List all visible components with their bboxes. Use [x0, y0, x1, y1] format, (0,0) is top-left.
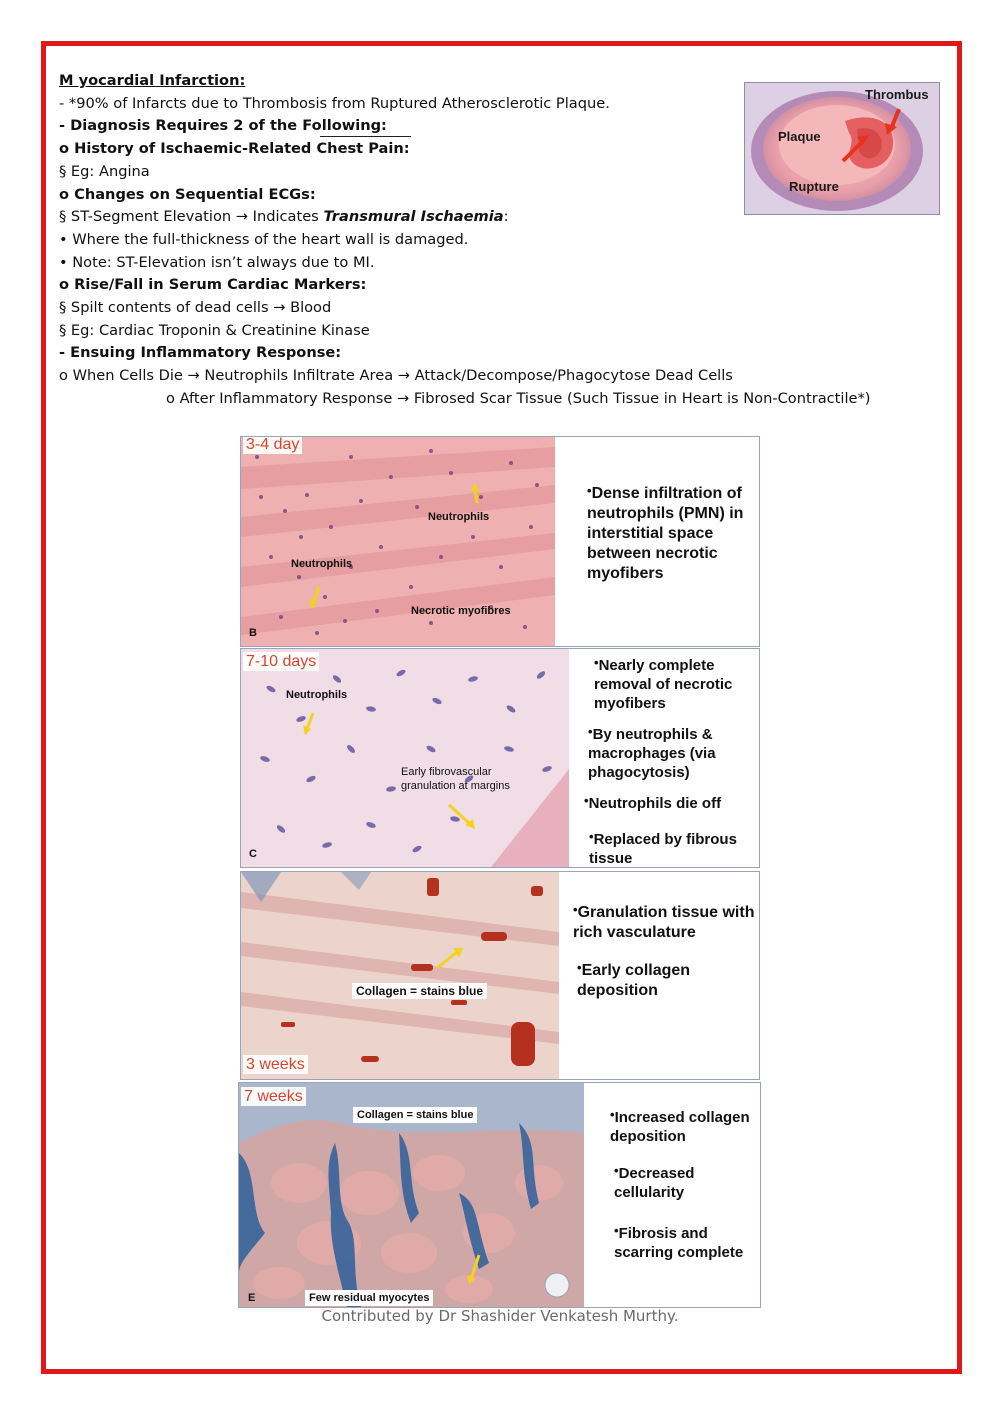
bullet-text: Decreased cellularity [614, 1165, 695, 1201]
notes-line: • Where the full-thickness of the heart wall is damaged. [59, 230, 469, 248]
bullet-dot-icon: • [589, 829, 594, 844]
collagen-label: Collagen = stains blue [353, 1107, 477, 1123]
notes-emphasis: Transmural Ischaemia [323, 208, 504, 226]
underline-rule [320, 136, 411, 137]
neutrophils-label: Neutrophils [428, 511, 490, 523]
thrombus-label: Thrombus [865, 87, 929, 102]
histology-image [239, 1083, 584, 1307]
bullet-dot-icon: • [614, 1163, 619, 1178]
notes-line: o Rise/Fall in Serum Cardiac Markers: [59, 276, 367, 294]
notes-text: : [503, 208, 509, 226]
bullet-item [588, 722, 756, 782]
bullet-item [610, 1105, 760, 1146]
bullet-dot-icon: • [610, 1107, 615, 1122]
granulation-label: granulation at margins [401, 780, 510, 792]
notes-line: - Ensuing Inflammatory Response: [59, 344, 342, 362]
bullet-text: Fibrosis and scarring complete [614, 1225, 744, 1261]
bullet-item [584, 791, 756, 813]
bullet-dot-icon: • [588, 724, 593, 739]
bullet-dot-icon: • [614, 1223, 619, 1238]
figure-letter: E [248, 1292, 256, 1304]
residual-myocytes-label: Few residual myocytes [305, 1290, 433, 1306]
stage-tag: 3 weeks [243, 1055, 308, 1074]
stage-panel-3-weeks [240, 871, 760, 1080]
bullet-dot-icon: • [584, 793, 589, 808]
notes-line: o History of Ischaemic-Related Chest Pain: [59, 140, 410, 158]
plaque-illustration [745, 83, 939, 214]
bullet-dot-icon: • [577, 960, 582, 975]
collagen-label: Collagen = stains blue [352, 983, 487, 999]
bullet-item [594, 653, 756, 713]
stage-panel-7-10-days [240, 648, 760, 868]
bullet-text: Neutrophils die off [588, 795, 722, 812]
granulation-label: Early fibrovascular [401, 766, 492, 778]
stage-tag: 7-10 days [243, 652, 319, 671]
necrotic-myofibres-label: Necrotic myofibres [411, 605, 511, 617]
neutrophils-label: Neutrophils [291, 558, 353, 570]
figure-letter: B [249, 627, 257, 639]
histology-figure [241, 872, 559, 1079]
bullet-text: Increased collagen deposition [610, 1109, 750, 1145]
stage-tag: 3-4 day [243, 437, 302, 454]
notes-line: - *90% of Infarcts due to Thrombosis from Ruptured Atherosclerotic Plaque. [59, 94, 610, 112]
bullet-item [589, 827, 756, 868]
bullet-item [614, 1161, 754, 1202]
bullet-text: Granulation tissue with rich vasculature [573, 904, 755, 941]
bullet-dot-icon: • [594, 655, 599, 670]
contributor-footer: Contributed by Dr Shashider Venkatesh Murthy. [321, 1307, 679, 1325]
notes-line: § Eg: Cardiac Troponin & Creatinine Kinase [59, 321, 370, 339]
stage-panel-3-4-day [240, 436, 760, 647]
bullet-text: Replaced by fibrous tissue [589, 831, 737, 867]
plaque-label: Plaque [778, 129, 821, 144]
histology-image [241, 872, 559, 1079]
bullet-item [577, 958, 747, 1001]
histology-image [241, 649, 569, 867]
stage-panel-7-weeks [238, 1082, 761, 1308]
histology-image [241, 437, 555, 646]
bullet-text: Early collagen deposition [577, 962, 691, 999]
bullet-text: Nearly complete removal of necrotic myofibers [594, 657, 733, 712]
bullet-text: Dense infiltration of neutrophils (PMN) in interstitial space between necrotic myofibers [587, 485, 744, 582]
notes-text: § ST-Segment Elevation → Indicates [59, 208, 324, 226]
bullet-item [614, 1221, 760, 1262]
bullet-item [573, 900, 757, 943]
notes-line: § Eg: Angina [59, 162, 150, 180]
rupture-label: Rupture [789, 179, 839, 194]
notes-line: • Note: ST-Elevation isn’t always due to MI. [59, 253, 375, 271]
notes-line: § Spilt contents of dead cells → Blood [59, 299, 332, 317]
figure-letter: C [249, 848, 257, 860]
notes-line: o Changes on Sequential ECGs: [59, 185, 316, 203]
bullet-dot-icon: • [573, 902, 578, 917]
notes-line: o When Cells Die → Neutrophils Infiltrate Area → Attack/Decompose/Phagocytose Dead Cells [59, 367, 733, 385]
stage-tag: 7 weeks [241, 1087, 306, 1106]
bullet-item [587, 481, 757, 584]
notes-line: - Diagnosis Requires 2 of the Following: [59, 117, 387, 135]
notes-line: o After Inflammatory Response → Fibrosed Scar Tissue (Such Tissue in Heart is Non-Contractile*) [166, 389, 871, 407]
plaque-rupture-image [744, 82, 940, 215]
bullet-text: By neutrophils & macrophages (via phagocytosis) [588, 726, 716, 781]
notes-title: M yocardial Infarction: [59, 72, 246, 89]
bullet-dot-icon: • [587, 483, 592, 498]
histology-figure [241, 649, 569, 867]
neutrophils-label: Neutrophils [286, 689, 348, 701]
